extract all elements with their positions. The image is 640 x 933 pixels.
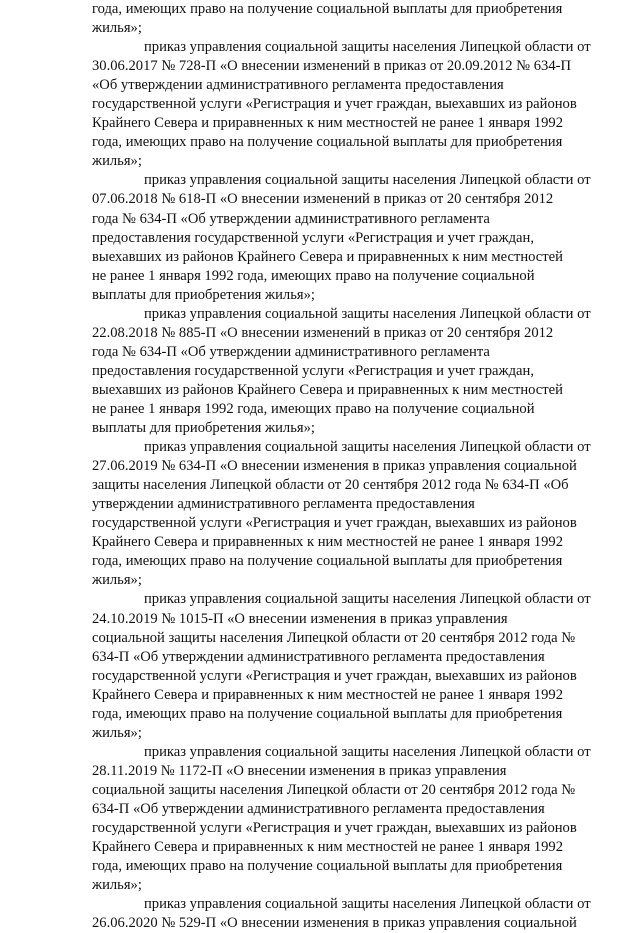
document-line: года, имеющих право на получение социальной выплаты для приобретения: [92, 858, 563, 875]
document-line: 28.11.2019 № 1172-П «О внесении изменения в приказ управления: [92, 762, 507, 779]
document-line: государственной услуги «Регистрация и учет граждан, выехавших из районов: [92, 515, 577, 532]
document-paragraph: [92, 171, 600, 304]
document-line: жилья»;: [92, 153, 142, 170]
document-line: 07.06.2018 № 618-П «О внесении изменений в приказ от 20 сентября 2012: [92, 191, 554, 208]
document-line: жилья»;: [92, 724, 142, 741]
document-line: «Об утверждении административного регламента предоставления: [92, 77, 504, 94]
document-line: утверждении административного регламента предоставления: [92, 496, 475, 513]
document-paragraph: [92, 743, 600, 895]
document-line: приказ управления социальной защиты населения Липецкой области от: [144, 39, 591, 56]
document-line: Крайнего Севера и приравненных к ним местностей не ранее 1 января 1992: [92, 534, 564, 551]
document-line: не ранее 1 января 1992 года, имеющих право на получение социальной: [92, 400, 535, 417]
document-line: 26.06.2020 № 529-П «О внесении изменения в приказ управления социальной: [92, 915, 577, 932]
document-line: жилья»;: [92, 572, 142, 589]
document-line: 634-П «Об утверждении административного регламента предоставления: [92, 648, 545, 665]
document-line: 30.06.2017 № 728-П «О внесении изменений в приказ от 20.09.2012 № 634-П: [92, 58, 572, 75]
document-line: 634-П «Об утверждении административного регламента предоставления: [92, 800, 545, 817]
document-body: [92, 0, 600, 933]
document-paragraph: [92, 305, 600, 438]
document-line: года, имеющих право на получение социальной выплаты для приобретения: [92, 553, 563, 570]
document-line: Крайнего Севера и приравненных к ним местностей не ранее 1 января 1992: [92, 686, 564, 703]
document-line: жилья»;: [92, 20, 142, 37]
document-line: выехавших из районов Крайнего Севера и приравненных к ним местностей: [92, 381, 563, 398]
document-line: выплаты для приобретения жилья»;: [92, 286, 315, 303]
document-line: 27.06.2019 № 634-П «О внесении изменения в приказ управления социальной: [92, 458, 577, 475]
document-line: приказ управления социальной защиты населения Липецкой области от: [144, 305, 591, 322]
document-line: года, имеющих право на получение социальной выплаты для приобретения: [92, 134, 563, 151]
document-line: приказ управления социальной защиты населения Липецкой области от: [144, 439, 591, 456]
document-line: 22.08.2018 № 885-П «О внесении изменений в приказ от 20 сентября 2012: [92, 324, 554, 341]
document-paragraph: [92, 590, 600, 742]
document-line: государственной услуги «Регистрация и учет граждан, выехавших из районов: [92, 96, 577, 113]
document-paragraph: [92, 895, 600, 933]
document-line: жилья»;: [92, 877, 142, 894]
document-line: выехавших из районов Крайнего Севера и приравненных к ним местностей: [92, 248, 563, 265]
document-paragraph: [92, 38, 600, 171]
document-paragraph: [92, 0, 600, 38]
document-line: социальной защиты населения Липецкой области от 20 сентября 2012 года №: [92, 629, 576, 646]
document-line: 24.10.2019 № 1015-П «О внесении изменения в приказ управления: [92, 610, 508, 627]
document-line: защиты населения Липецкой области от 20 сентября 2012 года № 634-П «Об: [92, 477, 569, 494]
document-line: года № 634-П «Об утверждении административного регламента: [92, 343, 490, 360]
document-line: государственной услуги «Регистрация и учет граждан, выехавших из районов: [92, 667, 577, 684]
document-line: Крайнего Севера и приравненных к ним местностей не ранее 1 января 1992: [92, 839, 564, 856]
document-line: не ранее 1 января 1992 года, имеющих право на получение социальной: [92, 267, 535, 284]
document-line: государственной услуги «Регистрация и учет граждан, выехавших из районов: [92, 820, 577, 837]
document-paragraph: [92, 438, 600, 590]
document-line: Крайнего Севера и приравненных к ним местностей не ранее 1 января 1992: [92, 115, 564, 132]
document-line: года № 634-П «Об утверждении административного регламента: [92, 210, 490, 227]
document-line: года, имеющих право на получение социальной выплаты для приобретения: [92, 1, 563, 17]
document-line: приказ управления социальной защиты населения Липецкой области от: [144, 896, 591, 913]
document-line: года, имеющих право на получение социальной выплаты для приобретения: [92, 705, 563, 722]
document-line: выплаты для приобретения жилья»;: [92, 420, 315, 437]
document-line: предоставления государственной услуги «Регистрация и учет граждан,: [92, 362, 534, 379]
document-line: предоставления государственной услуги «Регистрация и учет граждан,: [92, 229, 534, 246]
document-line: приказ управления социальной защиты населения Липецкой области от: [144, 743, 591, 760]
document-line: приказ управления социальной защиты населения Липецкой области от: [144, 591, 591, 608]
document-line: социальной защиты населения Липецкой области от 20 сентября 2012 года №: [92, 781, 576, 798]
document-line: приказ управления социальной защиты населения Липецкой области от: [144, 172, 591, 189]
